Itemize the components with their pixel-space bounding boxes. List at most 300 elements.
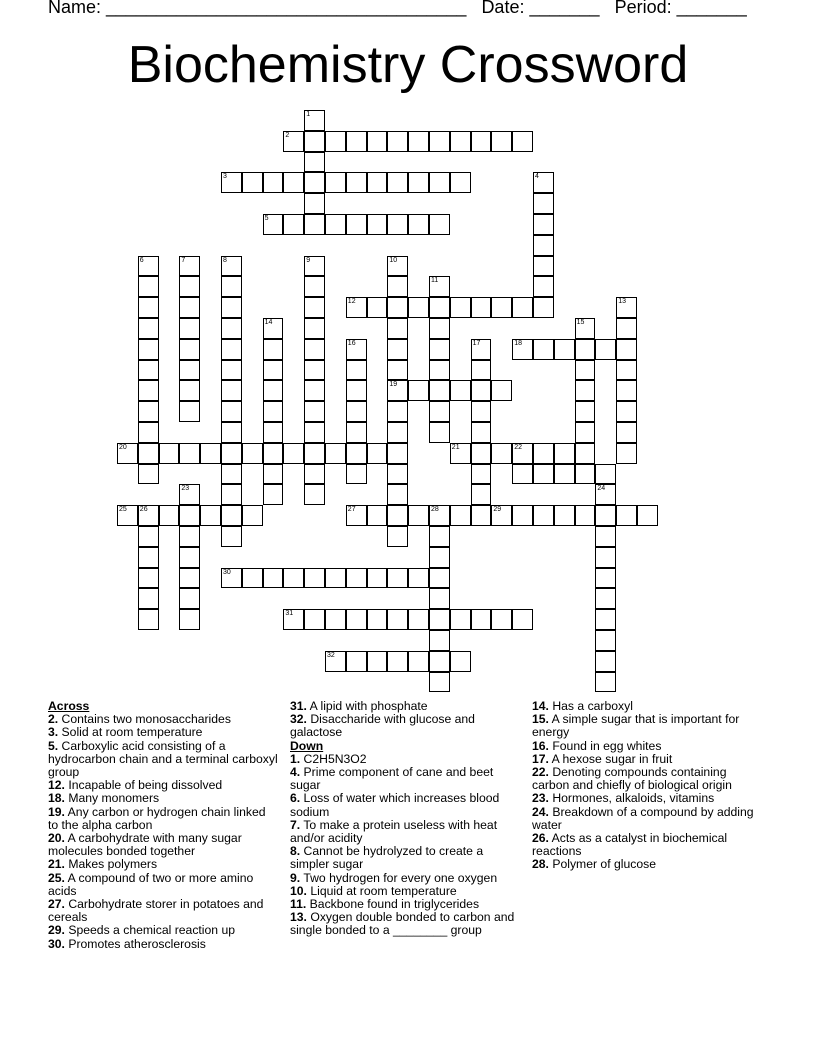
across-heading: Across — [48, 699, 90, 713]
grid-cell[interactable] — [575, 380, 596, 401]
grid-cell[interactable] — [304, 131, 325, 152]
clue-number: 10. — [290, 883, 307, 898]
grid-cell[interactable] — [221, 360, 242, 381]
grid-cell[interactable] — [138, 464, 159, 485]
grid-cell[interactable] — [429, 339, 450, 360]
grid-cell[interactable] — [346, 651, 367, 672]
grid-cell[interactable] — [304, 297, 325, 318]
grid-cell[interactable] — [179, 588, 200, 609]
grid-cell[interactable] — [429, 276, 450, 297]
grid-cell[interactable] — [387, 339, 408, 360]
grid-cell[interactable] — [304, 443, 325, 464]
grid-cell[interactable] — [471, 360, 492, 381]
grid-cell[interactable] — [471, 297, 492, 318]
grid-cell[interactable] — [387, 256, 408, 277]
grid-cell[interactable] — [429, 651, 450, 672]
clue-number: 5. — [48, 738, 59, 753]
grid-cell[interactable] — [595, 630, 616, 651]
grid-cell[interactable] — [138, 526, 159, 547]
clue-number: 22. — [532, 765, 549, 780]
cell-number: 7 — [181, 256, 186, 264]
grid-cell[interactable] — [575, 318, 596, 339]
grid-cell[interactable] — [200, 505, 221, 526]
grid-cell[interactable] — [533, 505, 554, 526]
grid-cell[interactable] — [471, 464, 492, 485]
grid-cell[interactable] — [408, 505, 429, 526]
clue-number: 19. — [48, 804, 65, 819]
grid-cell[interactable] — [450, 609, 471, 630]
grid-cell[interactable] — [117, 443, 138, 464]
clue-number: 13. — [290, 910, 307, 925]
grid-cell[interactable] — [346, 609, 367, 630]
grid-cell[interactable] — [221, 464, 242, 485]
grid-cell[interactable] — [533, 193, 554, 214]
grid-cell[interactable] — [304, 172, 325, 193]
grid-cell[interactable] — [138, 318, 159, 339]
grid-cell[interactable] — [325, 568, 346, 589]
grid-cell[interactable] — [387, 318, 408, 339]
grid-cell[interactable] — [616, 443, 637, 464]
grid-cell[interactable] — [387, 568, 408, 589]
clue-across — [48, 872, 278, 898]
grid-cell[interactable] — [367, 131, 388, 152]
grid-cell[interactable] — [554, 339, 575, 360]
grid-cell[interactable] — [221, 526, 242, 547]
grid-cell[interactable] — [242, 505, 263, 526]
grid-cell[interactable] — [387, 172, 408, 193]
grid-cell[interactable] — [304, 256, 325, 277]
grid-cell[interactable] — [533, 443, 554, 464]
grid-cell[interactable] — [325, 609, 346, 630]
clue-number: 16. — [532, 738, 549, 753]
grid-cell[interactable] — [471, 380, 492, 401]
grid-cell[interactable] — [575, 360, 596, 381]
grid-cell[interactable] — [429, 172, 450, 193]
grid-cell[interactable] — [450, 443, 471, 464]
grid-cell[interactable] — [595, 464, 616, 485]
grid-cell[interactable] — [367, 297, 388, 318]
grid-cell[interactable] — [408, 568, 429, 589]
grid-cell[interactable] — [616, 505, 637, 526]
grid-cell[interactable] — [283, 609, 304, 630]
grid-cell[interactable] — [512, 464, 533, 485]
grid-cell[interactable] — [138, 609, 159, 630]
grid-cell[interactable] — [595, 526, 616, 547]
grid-cell[interactable] — [263, 568, 284, 589]
grid-cell[interactable] — [304, 422, 325, 443]
grid-cell[interactable] — [512, 297, 533, 318]
grid-cell[interactable] — [346, 297, 367, 318]
cell-number: 27 — [347, 506, 356, 514]
grid-cell[interactable] — [450, 651, 471, 672]
grid-cell[interactable] — [471, 401, 492, 422]
grid-cell[interactable] — [554, 464, 575, 485]
grid-cell[interactable] — [221, 380, 242, 401]
grid-cell[interactable] — [554, 443, 575, 464]
grid-cell[interactable] — [387, 297, 408, 318]
grid-cell[interactable] — [242, 568, 263, 589]
cell-number: 21 — [451, 443, 460, 451]
cell-number: 9 — [306, 256, 311, 264]
grid-cell[interactable] — [429, 672, 450, 693]
grid-cell[interactable] — [263, 318, 284, 339]
grid-cell[interactable] — [263, 360, 284, 381]
grid-cell[interactable] — [283, 443, 304, 464]
grid-cell[interactable] — [429, 547, 450, 568]
grid-cell[interactable] — [512, 505, 533, 526]
grid-cell[interactable] — [200, 443, 221, 464]
grid-cell[interactable] — [159, 505, 180, 526]
grid-cell[interactable] — [387, 505, 408, 526]
grid-cell[interactable] — [242, 172, 263, 193]
grid-cell[interactable] — [283, 131, 304, 152]
grid-cell[interactable] — [450, 172, 471, 193]
cell-number: 24 — [597, 485, 606, 493]
grid-cell[interactable] — [325, 131, 346, 152]
grid-cell[interactable] — [346, 214, 367, 235]
grid-cell[interactable] — [387, 464, 408, 485]
grid-cell[interactable] — [304, 110, 325, 131]
grid-cell[interactable] — [138, 547, 159, 568]
grid-cell[interactable] — [138, 505, 159, 526]
grid-cell[interactable] — [304, 318, 325, 339]
grid-cell[interactable] — [138, 443, 159, 464]
grid-cell[interactable] — [221, 318, 242, 339]
grid-cell[interactable] — [221, 443, 242, 464]
grid-cell[interactable] — [595, 484, 616, 505]
grid-cell[interactable] — [346, 505, 367, 526]
grid-cell[interactable] — [367, 568, 388, 589]
grid-cell[interactable] — [221, 505, 242, 526]
grid-cell[interactable] — [179, 526, 200, 547]
grid-cell[interactable] — [325, 172, 346, 193]
clue-text: Prime component of cane and beet sugar — [290, 765, 494, 793]
grid-cell[interactable] — [304, 152, 325, 173]
grid-cell[interactable] — [616, 318, 637, 339]
grid-cell[interactable] — [138, 360, 159, 381]
grid-cell[interactable] — [367, 609, 388, 630]
grid-cell[interactable] — [491, 443, 512, 464]
grid-cell[interactable] — [387, 360, 408, 381]
grid-cell[interactable] — [346, 464, 367, 485]
grid-cell[interactable] — [429, 568, 450, 589]
grid-cell[interactable] — [221, 422, 242, 443]
grid-cell[interactable] — [387, 214, 408, 235]
grid-cell[interactable] — [346, 172, 367, 193]
grid-cell[interactable] — [616, 380, 637, 401]
clue-down — [290, 845, 524, 871]
grid-cell[interactable] — [179, 568, 200, 589]
grid-cell[interactable] — [346, 422, 367, 443]
grid-cell[interactable] — [491, 131, 512, 152]
grid-cell[interactable] — [179, 360, 200, 381]
grid-cell[interactable] — [512, 609, 533, 630]
grid-cell[interactable] — [450, 505, 471, 526]
clue-down — [532, 806, 764, 832]
grid-cell[interactable] — [367, 651, 388, 672]
grid-cell[interactable] — [179, 256, 200, 277]
grid-cell[interactable] — [304, 193, 325, 214]
grid-cell[interactable] — [575, 443, 596, 464]
grid-cell[interactable] — [408, 651, 429, 672]
clues-column-3 — [532, 700, 764, 872]
grid-cell[interactable] — [533, 214, 554, 235]
grid-cell[interactable] — [138, 276, 159, 297]
grid-cell[interactable] — [595, 588, 616, 609]
grid-cell[interactable] — [408, 131, 429, 152]
grid-cell[interactable] — [179, 443, 200, 464]
grid-cell[interactable] — [221, 172, 242, 193]
cell-number: 32 — [327, 651, 335, 659]
grid-cell[interactable] — [221, 339, 242, 360]
grid-cell[interactable] — [387, 276, 408, 297]
clue-across — [290, 713, 524, 739]
grid-cell[interactable] — [616, 360, 637, 381]
grid-cell[interactable] — [595, 568, 616, 589]
grid-cell[interactable] — [533, 276, 554, 297]
grid-cell[interactable] — [346, 568, 367, 589]
grid-cell[interactable] — [179, 318, 200, 339]
grid-cell[interactable] — [304, 339, 325, 360]
grid-cell[interactable] — [595, 339, 616, 360]
grid-cell[interactable] — [304, 609, 325, 630]
clue-number: 8. — [290, 844, 301, 859]
grid-cell[interactable] — [429, 131, 450, 152]
grid-cell[interactable] — [387, 484, 408, 505]
grid-cell[interactable] — [595, 651, 616, 672]
grid-cell[interactable] — [304, 380, 325, 401]
grid-cell[interactable] — [304, 568, 325, 589]
grid-cell[interactable] — [429, 588, 450, 609]
grid-cell[interactable] — [263, 172, 284, 193]
grid-cell[interactable] — [367, 214, 388, 235]
grid-cell[interactable] — [471, 339, 492, 360]
grid-cell[interactable] — [283, 172, 304, 193]
grid-cell[interactable] — [346, 443, 367, 464]
grid-cell[interactable] — [263, 214, 284, 235]
grid-cell[interactable] — [387, 131, 408, 152]
grid-cell[interactable] — [429, 505, 450, 526]
grid-cell[interactable] — [429, 297, 450, 318]
grid-cell[interactable] — [429, 609, 450, 630]
grid-cell[interactable] — [595, 505, 616, 526]
grid-cell[interactable] — [221, 276, 242, 297]
grid-cell[interactable] — [221, 568, 242, 589]
grid-cell[interactable] — [637, 505, 658, 526]
grid-cell[interactable] — [346, 131, 367, 152]
grid-cell[interactable] — [304, 214, 325, 235]
grid-cell[interactable] — [346, 401, 367, 422]
cell-number: 15 — [576, 319, 585, 326]
grid-cell[interactable] — [429, 401, 450, 422]
grid-cell[interactable] — [533, 235, 554, 256]
grid-cell[interactable] — [450, 131, 471, 152]
grid-cell[interactable] — [616, 422, 637, 443]
clue-down — [290, 766, 524, 792]
grid-cell[interactable] — [387, 609, 408, 630]
grid-cell[interactable] — [138, 256, 159, 277]
grid-cell[interactable] — [138, 339, 159, 360]
clue-number: 26. — [532, 831, 549, 846]
grid-cell[interactable] — [263, 401, 284, 422]
grid-cell[interactable] — [471, 484, 492, 505]
grid-cell[interactable] — [429, 360, 450, 381]
grid-cell[interactable] — [346, 339, 367, 360]
grid-cell[interactable] — [283, 568, 304, 589]
clue-number: 20. — [48, 831, 65, 846]
grid-cell[interactable] — [429, 526, 450, 547]
grid-cell[interactable] — [179, 339, 200, 360]
grid-cell[interactable] — [221, 484, 242, 505]
grid-cell[interactable] — [450, 297, 471, 318]
grid-cell[interactable] — [263, 464, 284, 485]
grid-cell[interactable] — [304, 484, 325, 505]
grid-cell[interactable] — [491, 380, 512, 401]
clue-number: 14. — [532, 699, 549, 713]
grid-cell[interactable] — [471, 131, 492, 152]
grid-cell[interactable] — [575, 464, 596, 485]
grid-cell[interactable] — [575, 422, 596, 443]
grid-cell[interactable] — [263, 422, 284, 443]
grid-cell[interactable] — [179, 276, 200, 297]
grid-cell[interactable] — [263, 484, 284, 505]
grid-cell[interactable] — [138, 297, 159, 318]
grid-cell[interactable] — [263, 380, 284, 401]
grid-cell[interactable] — [554, 505, 575, 526]
grid-cell[interactable] — [304, 276, 325, 297]
grid-cell[interactable] — [616, 339, 637, 360]
clue-text: Solid at room temperature — [58, 725, 203, 740]
grid-cell[interactable] — [304, 360, 325, 381]
grid-cell[interactable] — [179, 505, 200, 526]
down-heading: Down — [290, 738, 324, 753]
grid-cell[interactable] — [325, 651, 346, 672]
clue-text: A hexose sugar in fruit — [548, 751, 673, 766]
clue-text: Disaccharide with glucose and galactose — [290, 712, 475, 740]
grid-cell[interactable] — [138, 588, 159, 609]
clue-number: 6. — [290, 791, 301, 806]
grid-cell[interactable] — [367, 172, 388, 193]
grid-cell[interactable] — [575, 505, 596, 526]
grid-cell[interactable] — [616, 401, 637, 422]
grid-cell[interactable] — [595, 609, 616, 630]
grid-cell[interactable] — [408, 380, 429, 401]
grid-cell[interactable] — [429, 318, 450, 339]
clue-text: Breakdown of a compound by adding water — [532, 804, 754, 832]
clue-number: 17. — [532, 751, 549, 766]
grid-cell[interactable] — [179, 484, 200, 505]
grid-cell[interactable] — [533, 339, 554, 360]
grid-cell[interactable] — [304, 464, 325, 485]
grid-cell[interactable] — [408, 297, 429, 318]
grid-cell[interactable] — [450, 380, 471, 401]
grid-cell[interactable] — [221, 256, 242, 277]
grid-cell[interactable] — [471, 609, 492, 630]
grid-cell[interactable] — [138, 380, 159, 401]
grid-cell[interactable] — [575, 401, 596, 422]
grid-cell[interactable] — [387, 443, 408, 464]
grid-cell[interactable] — [138, 422, 159, 443]
grid-cell[interactable] — [283, 214, 304, 235]
clue-text: Promotes atherosclerosis — [64, 936, 206, 951]
grid-cell[interactable] — [221, 401, 242, 422]
grid-cell[interactable] — [325, 443, 346, 464]
clue-across — [48, 938, 278, 951]
grid-cell[interactable] — [595, 672, 616, 693]
grid-cell[interactable] — [387, 401, 408, 422]
grid-cell[interactable] — [387, 380, 408, 401]
grid-cell[interactable] — [367, 505, 388, 526]
clue-text: Found in egg whites — [548, 738, 662, 753]
grid-cell[interactable] — [408, 609, 429, 630]
grid-cell[interactable] — [138, 401, 159, 422]
grid-cell[interactable] — [491, 609, 512, 630]
grid-cell[interactable] — [387, 526, 408, 547]
grid-cell[interactable] — [408, 214, 429, 235]
grid-cell[interactable] — [221, 297, 242, 318]
grid-cell[interactable] — [471, 443, 492, 464]
clue-number: 30. — [48, 936, 65, 951]
grid-cell[interactable] — [533, 172, 554, 193]
grid-cell[interactable] — [429, 422, 450, 443]
grid-cell[interactable] — [533, 297, 554, 318]
grid-cell[interactable] — [491, 505, 512, 526]
grid-cell[interactable] — [471, 422, 492, 443]
grid-cell[interactable] — [179, 401, 200, 422]
clue-number: 29. — [48, 923, 65, 938]
cell-number: 18 — [514, 339, 522, 347]
grid-cell[interactable] — [429, 630, 450, 651]
grid-cell[interactable] — [512, 339, 533, 360]
grid-cell[interactable] — [263, 443, 284, 464]
grid-cell[interactable] — [346, 360, 367, 381]
grid-cell[interactable] — [616, 297, 637, 318]
grid-cell[interactable] — [408, 172, 429, 193]
grid-cell[interactable] — [512, 131, 533, 152]
clue-text: Contains two monosaccharides — [58, 712, 231, 727]
clue-number: 12. — [48, 778, 65, 793]
grid-cell[interactable] — [179, 380, 200, 401]
clue-text: To make a protein useless with heat and/or acidity — [290, 817, 498, 846]
grid-cell[interactable] — [179, 609, 200, 630]
grid-cell[interactable] — [325, 214, 346, 235]
cell-number: 31 — [285, 610, 294, 618]
grid-cell[interactable] — [533, 256, 554, 277]
grid-cell[interactable] — [304, 401, 325, 422]
grid-cell[interactable] — [512, 443, 533, 464]
grid-cell[interactable] — [138, 568, 159, 589]
grid-cell[interactable] — [346, 380, 367, 401]
grid-cell[interactable] — [263, 339, 284, 360]
grid-cell[interactable] — [471, 505, 492, 526]
grid-cell[interactable] — [575, 339, 596, 360]
grid-cell[interactable] — [242, 443, 263, 464]
clue-down — [290, 792, 524, 818]
grid-cell[interactable] — [387, 651, 408, 672]
grid-cell[interactable] — [367, 443, 388, 464]
grid-cell[interactable] — [533, 464, 554, 485]
grid-cell[interactable] — [429, 380, 450, 401]
clue-text: A simple sugar that is important for energy — [532, 712, 740, 740]
grid-cell[interactable] — [159, 443, 180, 464]
grid-cell[interactable] — [387, 422, 408, 443]
grid-cell[interactable] — [179, 297, 200, 318]
grid-cell[interactable] — [491, 297, 512, 318]
grid-cell[interactable] — [429, 214, 450, 235]
grid-cell[interactable] — [179, 547, 200, 568]
grid-cell[interactable] — [117, 505, 138, 526]
grid-cell[interactable] — [595, 547, 616, 568]
